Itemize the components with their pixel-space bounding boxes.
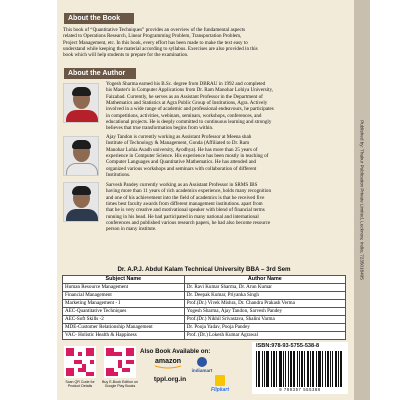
product-qr-code[interactable] — [64, 346, 96, 378]
subject-cell: Human Resource Management — [63, 284, 185, 292]
bio-line: his Master's in Computer Applications from Dr. Ram Manohar Lohiya University, — [106, 87, 273, 94]
barcode-bar — [312, 351, 313, 387]
bio-line: Sarvesh Pandey currently working as an Assistant Professor in SRMS IBS — [106, 182, 258, 188]
barcode-digits: 9 789357 555388 — [279, 387, 321, 392]
barcode-bar — [288, 351, 289, 387]
indiamart-logo-icon — [197, 357, 207, 367]
qr-caption-product: Scan QR Code for Product Details — [65, 380, 95, 389]
barcode-bar — [256, 351, 257, 387]
barcode-bar — [313, 351, 314, 387]
ebook-qr-code[interactable] — [104, 346, 136, 378]
author-photo-sarvesh — [63, 182, 99, 222]
bio-line: Computer Languages and Quantitative Mathematics. He has attended and — [106, 159, 257, 166]
about-author-heading: About the Author — [64, 68, 136, 79]
bio-line: Faizabad. Currently, he serves as an Assistant Professor in the Department of — [106, 93, 263, 100]
bio-line: Yogesh Sharma earned his B.Sc. degree from DBRAU in 1992 and completed — [106, 81, 266, 87]
barcode-bar — [258, 351, 259, 387]
subject-author-table — [62, 275, 346, 340]
about-book-line: This book of “Quantitative Techniques” provides an overview of the fundamental aspects — [63, 27, 246, 33]
barcode-bar — [262, 351, 263, 387]
bio-line: Institute of Technology & Management, Gonda (Affiliated to Dr. Ram — [106, 140, 250, 147]
author-bio-ajay — [106, 134, 347, 178]
bio-line: that he is very creative and motivational speaker with blend of financial terms — [106, 207, 265, 214]
barcode-bar — [290, 351, 291, 387]
barcode-bar — [283, 351, 284, 387]
bio-line: and one of his achievement into the field of academics is that he received five — [106, 194, 265, 201]
barcode-bar — [285, 351, 286, 387]
barcode-bar — [318, 351, 319, 387]
barcode-bar — [335, 351, 336, 387]
barcode-bar — [291, 351, 292, 387]
table-row — [63, 308, 346, 316]
author-bio-sarvesh — [106, 182, 347, 233]
barcode-bar — [330, 351, 331, 387]
barcode-bar — [319, 351, 320, 387]
bio-line: organized various workshops and seminars with collaboration of different — [106, 165, 257, 172]
barcode-bar — [299, 351, 300, 387]
flipkart-bag-icon — [215, 375, 225, 386]
barcode-bar — [325, 351, 326, 387]
table-row — [63, 284, 346, 292]
barcode-bar — [274, 351, 275, 387]
table-row — [63, 300, 346, 308]
barcode-bar — [341, 351, 342, 387]
bio-line: involved in a wide range of academic and professional endeavours, he participates — [106, 106, 274, 113]
barcode-bar — [338, 351, 339, 387]
barcode-bar — [273, 351, 274, 387]
bio-line: in competitions, activities, webinars, seminars, workshops, conferences, and — [106, 112, 262, 119]
website-link[interactable]: tppl.org.in — [153, 376, 187, 383]
about-book-line: Project Management, etc. In this book, every effort has been made to make the text easy to — [63, 39, 248, 46]
author-cell: Prof.(Dr.) Nikhil Srivastava, Shalini Varma — [184, 316, 345, 324]
barcode-bar — [301, 351, 302, 387]
about-book-text — [63, 27, 347, 59]
subject-cell: Financial Management — [63, 292, 185, 300]
author-bio-yogesh — [106, 81, 347, 132]
barcode-bar — [327, 351, 328, 387]
available-on-text: Also Book Available on: — [140, 348, 211, 355]
barcode-bar — [332, 351, 333, 387]
bio-line: conferences and published various research papers, he had also become resource — [106, 220, 271, 227]
indiamart-link[interactable] — [186, 357, 218, 374]
subject-cell: AEC-Quantitative Techniques — [63, 308, 185, 316]
bio-line: Institutions. — [106, 172, 131, 179]
barcode-bar — [307, 351, 308, 387]
qr-code-icon — [106, 348, 134, 376]
bio-line: running in his head. He had participated in many national and international — [106, 213, 259, 220]
about-book-line: book which will help students to prepare for the examination. — [63, 52, 189, 59]
indiamart-logo-text: indiamart — [191, 368, 213, 373]
subject-cell: Marketing Management - I — [63, 300, 185, 308]
barcode-bar — [320, 351, 321, 387]
bio-line: believes that true transformation begins from within. — [106, 125, 214, 132]
amazon-logo-text: amazon — [154, 358, 182, 365]
barcode-bar — [266, 351, 267, 387]
author-cell: Prof. (Dr.) Lokesh Kumar Agrawal — [184, 332, 345, 340]
bio-line: Ajay Tandon is currently working as Assistant Professor at Meena shah — [106, 134, 252, 140]
subject-cell: MDE-Customer Relationship Management — [63, 324, 185, 332]
amazon-link[interactable] — [148, 358, 188, 369]
author-photo-ajay — [63, 136, 99, 176]
bio-line: educational projects. He is deeply committed to continuous learning and strongly — [106, 119, 272, 126]
bio-line: Manohar Lohia Avadh university, Ayodhya). He has more than 25 years of — [106, 146, 258, 153]
author-cell: Yogesh Sharma, Ajay Tandon, Sarvesh Pandey — [184, 308, 345, 316]
flipkart-link[interactable] — [204, 375, 236, 393]
about-book-line: related to Operations Research, Linear Programming Problem, Transportation Problem, — [63, 33, 242, 40]
barcode-bar — [304, 351, 305, 387]
author-cell: Prof.(Dr.) Vivek Mishra, Dr. Chandra Prakash Verma — [184, 300, 345, 308]
table-row — [63, 324, 346, 332]
barcode-bar — [279, 351, 280, 387]
barcode-bar — [322, 351, 323, 387]
barcode-bar — [267, 351, 268, 387]
subject-cell: AEC-Soft Skills -2 — [63, 316, 185, 324]
barcode-bar — [259, 351, 260, 387]
barcode-bar — [340, 351, 341, 387]
isbn-text: ISBN:978-93-5755-538-8 — [256, 343, 320, 349]
barcode — [256, 351, 344, 387]
qr-code-icon — [66, 348, 94, 376]
author-cell: Dr. Ravi Kumar Sharma, Dr. Arun Kumar — [184, 284, 345, 292]
author-photo-yogesh — [63, 83, 99, 123]
author-cell: Dr. Pooja Yadav, Pooja Pandey — [184, 324, 345, 332]
amazon-smile-icon — [153, 365, 183, 369]
bio-line: person in many institute. — [106, 226, 157, 233]
barcode-bar — [302, 351, 303, 387]
column-header-author: Author Name — [184, 276, 345, 284]
barcode-bar — [308, 351, 309, 387]
barcode-bar — [276, 351, 277, 387]
bio-line: having more than 11 years of rich academics experience, holds many recognition — [106, 188, 272, 195]
author-cell: Dr. Deepak Kumar, Priyanka Singh — [184, 292, 345, 300]
barcode-bar — [316, 351, 317, 387]
table-row — [63, 332, 346, 340]
barcode-bar — [280, 351, 281, 387]
qr-caption-ebook: Buy E-Book Edition on Google Play Books — [102, 380, 138, 389]
bio-line: experience in Computer Science. His experience has been mostly in teaching of — [106, 153, 269, 160]
barcode-bar — [328, 351, 329, 387]
barcode-bar — [297, 351, 298, 387]
semester-title: Dr. A.P.J. Abdul Kalam Technical University BBA – 3rd Sem — [117, 266, 291, 273]
barcode-bar — [336, 351, 337, 387]
publisher-side-text: Published by: Thakur Publication Private Limited, Lucknow, India; 7235018405 — [359, 120, 365, 280]
barcode-bar — [294, 351, 295, 387]
table-row — [63, 292, 346, 300]
barcode-bar — [293, 351, 294, 387]
barcode-bar — [264, 351, 265, 387]
subject-cell: VAC- Holistic Health & Happiness — [63, 332, 185, 340]
flipkart-logo-text: Flipkart — [210, 387, 230, 393]
table-header-row — [63, 276, 346, 284]
barcode-bar — [281, 351, 282, 387]
about-book-line: understand while keeping the material according to syllabus. Exercises are also provided in this — [63, 46, 258, 53]
bio-line: times best faculty awards from different management institutions. apart from — [106, 201, 263, 208]
column-header-subject: Subject Name — [63, 276, 185, 284]
barcode-bar — [268, 351, 269, 387]
about-book-heading: About the Book — [64, 13, 134, 24]
table-row — [63, 316, 346, 324]
bio-line: Mathematics and Statistics at Agra Public Group of Institutions, Agra. Actively — [106, 100, 268, 107]
barcode-bar — [310, 351, 311, 387]
barcode-bar — [271, 351, 272, 387]
